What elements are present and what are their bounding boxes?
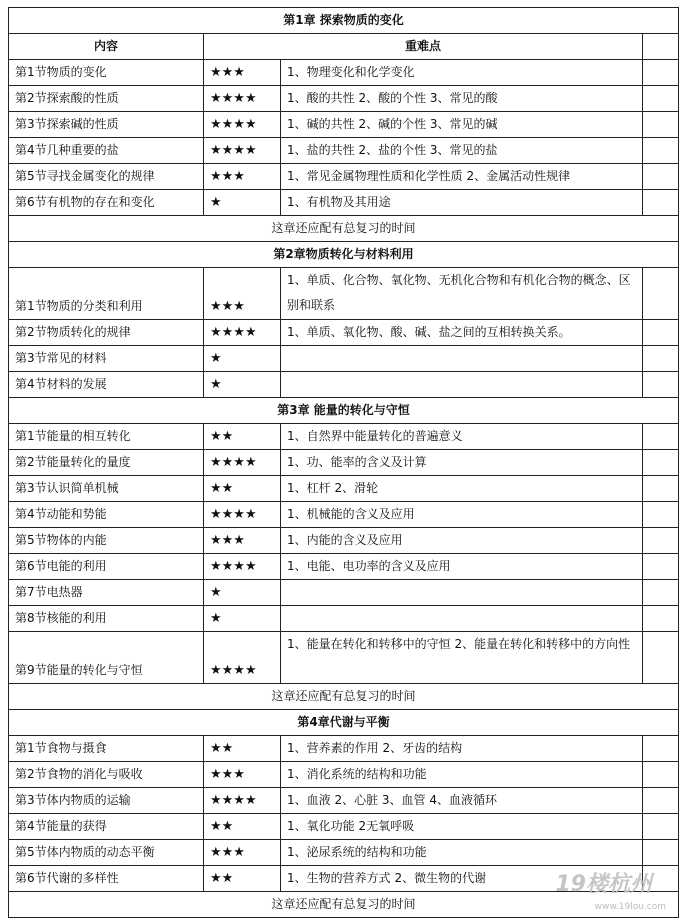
difficulty-stars: ★★★ [204,762,281,788]
extra-cell [643,138,679,164]
key-points: 1、能量在转化和转移中的守恒 2、能量在转化和转移中的方向性 [281,632,643,684]
extra-cell [643,268,679,320]
section-name: 第6节代谢的多样性 [9,866,204,892]
syllabus-table [8,7,679,918]
table-row [9,372,679,398]
section-name: 第7节电热器 [9,580,204,606]
table-row [9,606,679,632]
key-points: 1、机械能的含义及应用 [281,502,643,528]
section-name: 第1节物质的分类和利用 [9,268,204,320]
section-name: 第2节能量转化的量度 [9,450,204,476]
chapter3-title-row [9,398,679,424]
difficulty-stars: ★★ [204,814,281,840]
key-points: 1、泌尿系统的结构和功能 [281,840,643,866]
table-row [9,320,679,346]
section-name: 第5节物体的内能 [9,528,204,554]
section-name: 第4节几种重要的盐 [9,138,204,164]
table-row [9,112,679,138]
table-row [9,268,679,320]
extra-cell [643,814,679,840]
watermark-url: www.19lou.com [594,902,666,912]
section-name: 第1节食物与摄食 [9,736,204,762]
table-row [9,476,679,502]
table-row [9,60,679,86]
difficulty-stars: ★ [204,372,281,398]
section-name: 第4节动能和势能 [9,502,204,528]
difficulty-stars: ★★★★ [204,632,281,684]
section-name: 第4节能量的获得 [9,814,204,840]
extra-cell [643,554,679,580]
table-row [9,346,679,372]
difficulty-stars: ★★ [204,736,281,762]
extra-cell [643,450,679,476]
difficulty-stars: ★ [204,190,281,216]
difficulty-stars: ★★ [204,424,281,450]
extra-cell [643,502,679,528]
chapter2-title-row [9,242,679,268]
header-content: 内容 [9,34,204,60]
section-name: 第3节体内物质的运输 [9,788,204,814]
table-row [9,788,679,814]
chapter3-review-row [9,684,679,710]
difficulty-stars: ★★★★ [204,112,281,138]
key-points [281,346,643,372]
difficulty-stars: ★ [204,580,281,606]
extra-cell [643,762,679,788]
difficulty-stars: ★★★ [204,268,281,320]
extra-cell [643,112,679,138]
key-points: 1、物理变化和化学变化 [281,60,643,86]
key-points: 1、碱的共性 2、碱的个性 3、常见的碱 [281,112,643,138]
difficulty-stars: ★★ [204,866,281,892]
table-row [9,632,679,684]
key-points: 1、单质、化合物、氧化物、无机化合物和有机化合物的概念、区别和联系 [281,268,643,320]
site-watermark [532,872,672,912]
section-name: 第2节食物的消化与吸收 [9,762,204,788]
key-points: 1、功、能率的含义及计算 [281,450,643,476]
extra-cell [643,164,679,190]
extra-cell [643,788,679,814]
key-points: 1、营养素的作用 2、牙齿的结构 [281,736,643,762]
table-row [9,814,679,840]
header-key-points: 重难点 [204,34,643,60]
section-name: 第2节探索酸的性质 [9,86,204,112]
section-name: 第9节能量的转化与守恒 [9,632,204,684]
extra-cell [643,424,679,450]
section-name: 第1节能量的相互转化 [9,424,204,450]
extra-cell [643,60,679,86]
section-name: 第5节体内物质的动态平衡 [9,840,204,866]
chapter3-title: 第3章 能量的转化与守恒 [9,398,679,424]
extra-cell [643,528,679,554]
extra-cell [643,476,679,502]
extra-cell [643,346,679,372]
key-points: 1、内能的含义及应用 [281,528,643,554]
table-row [9,138,679,164]
table-row [9,502,679,528]
table-row [9,86,679,112]
difficulty-stars: ★★★★ [204,320,281,346]
key-points [281,606,643,632]
extra-cell [643,736,679,762]
key-points: 1、生物的营养方式 2、微生物的代谢 [281,866,643,892]
difficulty-stars: ★★★ [204,60,281,86]
extra-cell [643,606,679,632]
section-name: 第3节常见的材料 [9,346,204,372]
section-name: 第1节物质的变化 [9,60,204,86]
key-points: 1、酸的共性 2、酸的个性 3、常见的酸 [281,86,643,112]
syllabus-table-body [9,8,679,918]
key-points: 1、氧化功能 2无氧呼吸 [281,814,643,840]
section-name: 第6节有机物的存在和变化 [9,190,204,216]
review-note: 这章还应配有总复习的时间 [9,684,679,710]
extra-cell [643,190,679,216]
difficulty-stars: ★★★★ [204,788,281,814]
difficulty-stars: ★★★ [204,528,281,554]
table-row [9,164,679,190]
chapter4-title-row [9,710,679,736]
section-name: 第6节电能的利用 [9,554,204,580]
table-row [9,190,679,216]
chapter1-title: 第1章 探索物质的变化 [9,8,679,34]
section-name: 第2节物质转化的规律 [9,320,204,346]
watermark-logo: 19楼杭州 [555,872,652,897]
difficulty-stars: ★★★★ [204,554,281,580]
chapter4-title: 第4章代谢与平衡 [9,710,679,736]
key-points [281,372,643,398]
extra-cell [643,86,679,112]
key-points: 1、盐的共性 2、盐的个性 3、常见的盐 [281,138,643,164]
header-extra [643,34,679,60]
section-name: 第8节核能的利用 [9,606,204,632]
difficulty-stars: ★★★★ [204,138,281,164]
difficulty-stars: ★★★ [204,840,281,866]
key-points: 1、血液 2、心脏 3、血管 4、血液循环 [281,788,643,814]
key-points [281,580,643,606]
difficulty-stars: ★★★ [204,164,281,190]
key-points: 1、有机物及其用途 [281,190,643,216]
difficulty-stars: ★★★★ [204,450,281,476]
table-row [9,528,679,554]
key-points: 1、消化系统的结构和功能 [281,762,643,788]
section-name: 第5节寻找金属变化的规律 [9,164,204,190]
difficulty-stars: ★★ [204,476,281,502]
difficulty-stars: ★ [204,346,281,372]
section-name: 第3节认识简单机械 [9,476,204,502]
key-points: 1、杠杆 2、滑轮 [281,476,643,502]
extra-cell [643,320,679,346]
review-note: 这章还应配有总复习的时间 [9,892,679,918]
extra-cell [643,632,679,684]
section-name: 第3节探索碱的性质 [9,112,204,138]
table-row [9,424,679,450]
key-points: 1、常见金属物理性质和化学性质 2、金属活动性规律 [281,164,643,190]
key-points: 1、单质、氧化物、酸、碱、盐之间的互相转换关系。 [281,320,643,346]
review-note: 这章还应配有总复习的时间 [9,216,679,242]
extra-cell [643,840,679,866]
table-row [9,736,679,762]
table-row [9,450,679,476]
key-points: 1、自然界中能量转化的普遍意义 [281,424,643,450]
extra-cell [643,580,679,606]
chapter1-review-row [9,216,679,242]
difficulty-stars: ★ [204,606,281,632]
key-points: 1、电能、电功率的含义及应用 [281,554,643,580]
chapter2-title: 第2章物质转化与材料利用 [9,242,679,268]
table-row [9,762,679,788]
table-row [9,840,679,866]
chapter1-title-row [9,8,679,34]
table-row [9,580,679,606]
section-name: 第4节材料的发展 [9,372,204,398]
chapter1-header-row [9,34,679,60]
difficulty-stars: ★★★★ [204,86,281,112]
table-row [9,554,679,580]
extra-cell [643,372,679,398]
difficulty-stars: ★★★★ [204,502,281,528]
